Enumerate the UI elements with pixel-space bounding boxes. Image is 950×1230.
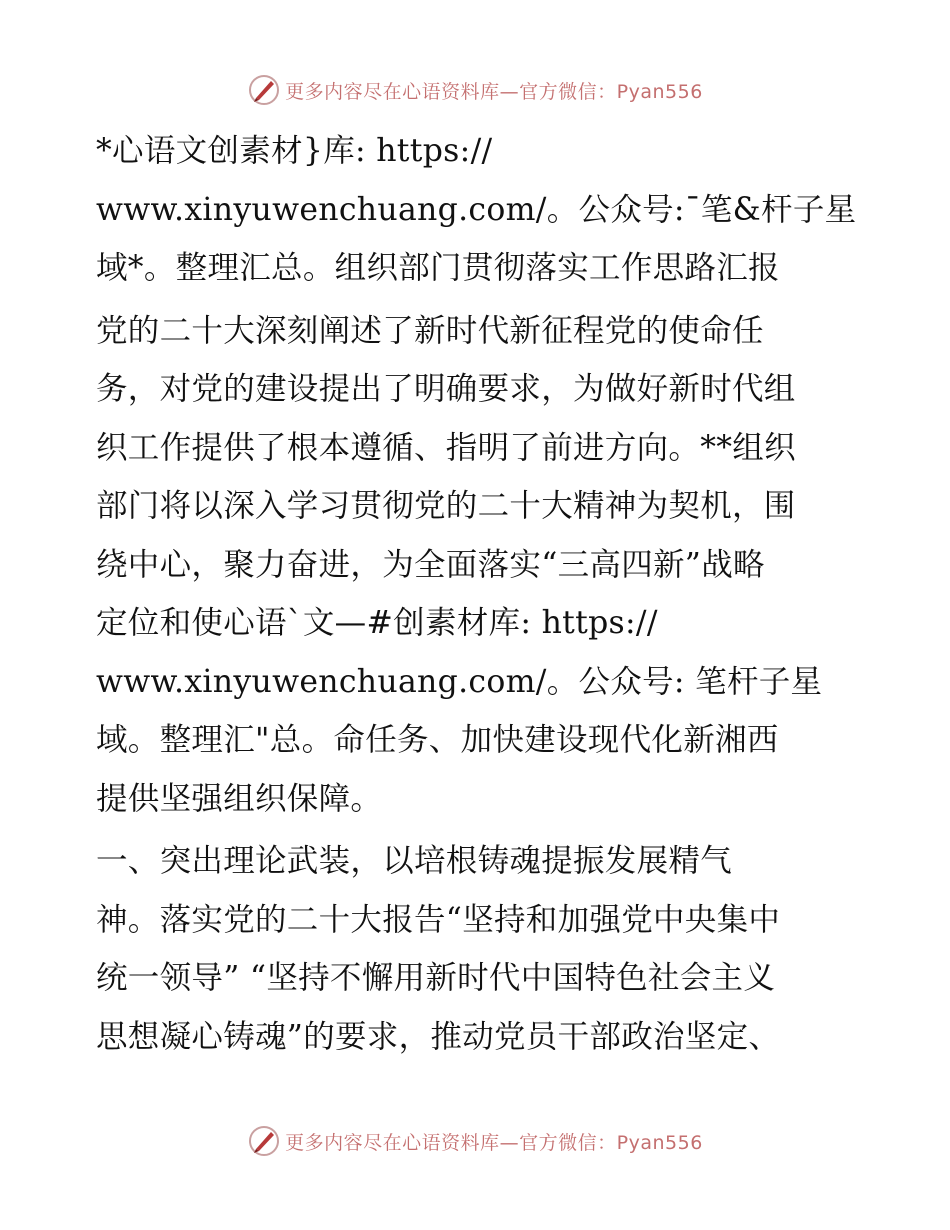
pen-logo-icon — [247, 1124, 281, 1158]
body-line: 部门将以深入学习贯彻党的二十大精神为契机，围 — [96, 488, 796, 524]
body-line: 神。落实党的二十大报告“坚持和加强党中央集中 — [96, 901, 781, 938]
body-line: 一、突出理论武装，以培根铸魂提振发展精气 — [96, 843, 733, 879]
body-line: 织工作提供了根本遵循、指明了前进方向。**组织 — [96, 429, 796, 466]
pen-logo-icon — [247, 73, 281, 107]
body-line: 绕中心，聚力奋进，为全面落实“三高四新”战略 — [96, 546, 765, 583]
body-line: 提供坚强组织保障。 — [96, 780, 383, 817]
body-line: www.xinyuwenchuang.com/。公众号: 笔杆子星 — [96, 663, 823, 700]
body-line: 思想凝心铸魂”的要求，推动党员干部政治坚定、 — [96, 1018, 781, 1055]
body-line: 务，对党的建设提出了明确要求，为做好新时代组 — [96, 371, 796, 407]
body-line: www.xinyuwenchuang.com/。公众号:¯笔&杆子星 — [96, 191, 857, 228]
body-line: 统一领导” “坚持不懈用新时代中国特色社会主义 — [96, 960, 776, 996]
header-banner — [0, 70, 950, 110]
body-line: 党的二十大深刻阐述了新时代新征程党的使命任 — [96, 312, 764, 349]
body-line: *心语文创素材}库: https:// — [96, 133, 493, 169]
body-line: 域。整理汇"总。命任务、加快建设现代化新湘西 — [96, 722, 779, 758]
header-banner-text: 更多内容尽在心语资料库—官方微信：Pyan556 — [285, 80, 703, 103]
footer-banner-text: 更多内容尽在心语资料库—官方微信：Pyan556 — [285, 1131, 703, 1154]
footer-banner — [0, 1121, 950, 1161]
body-line: 定位和使心语`文—#创素材库: https:// — [96, 605, 658, 641]
document-body — [96, 122, 856, 1066]
body-line: 域*。整理汇总。组织部门贯彻落实工作思路汇报 — [96, 250, 780, 286]
